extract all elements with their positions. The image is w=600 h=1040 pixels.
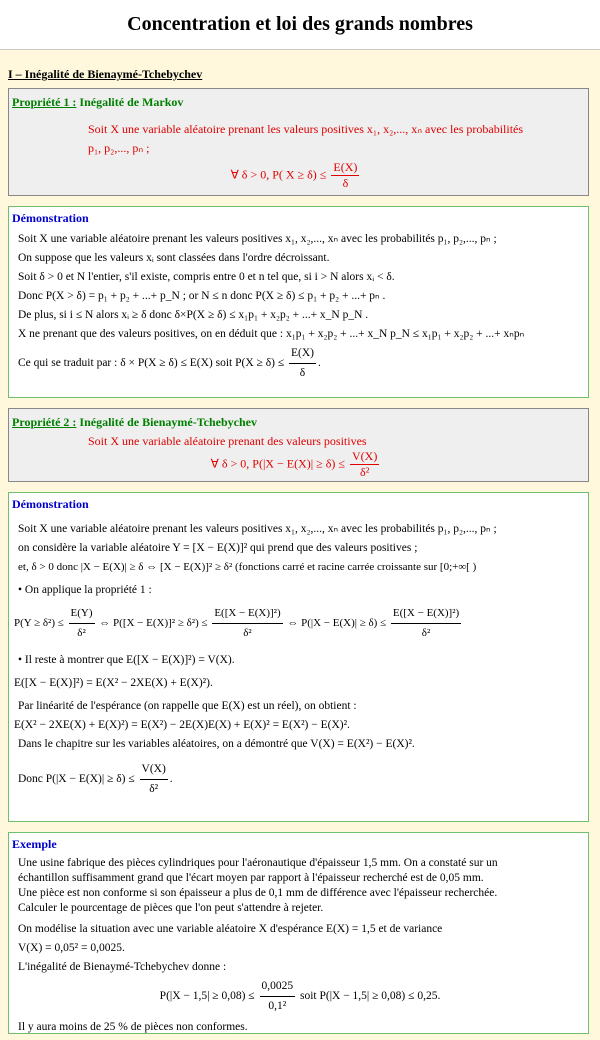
demo2-line: on considère la variable aléatoire Y = [X − E(X)]² qui prend que des valeurs positives ; (18, 542, 418, 554)
example-formula-right: soit P(|X − 1,5| ≥ 0,08) ≤ 0,25. (300, 990, 441, 1003)
fraction-denominator: 0,1² (268, 1000, 287, 1012)
fraction (140, 760, 168, 799)
demonstration-1-label: Démonstration (12, 211, 89, 225)
fraction-denominator: δ² (149, 783, 159, 795)
demo1-line: On suppose que les valeurs xᵢ sont classées dans l'ordre décroissant. (18, 252, 330, 264)
property-2-heading (12, 415, 580, 430)
fraction (350, 449, 379, 480)
fraction (212, 604, 282, 643)
property-1-text-2: p₁, p₂,..., pₙ ; (88, 141, 150, 155)
fraction-denominator: δ (342, 176, 349, 190)
example-box (8, 832, 589, 1034)
fraction-denominator: δ (299, 367, 306, 379)
fraction (260, 977, 296, 1016)
fraction (331, 160, 359, 191)
demo2-line-text: P(Y ≥ δ²) ≤ (14, 617, 64, 630)
example-line: V(X) = 0,05² = 0,0025. (18, 942, 125, 954)
property-2-box (8, 408, 589, 482)
demo2-line-text: ⇔ P(|X − E(X)| ≥ δ) ≤ (287, 617, 387, 630)
demo1-line: Donc P(X > δ) = p₁ + p₂ + ...+ p_N ; or N ≤ n donc P(X ≥ δ) ≤ p₁ + p₂ + ...+ pₙ . (18, 290, 386, 302)
demo2-line: • Il reste à montrer que E([X − E(X)]²) = V(X). (18, 654, 235, 666)
property-1-text: Soit X une variable aléatoire prenant les valeurs positives x₁, x₂,..., xₙ avec les probabilités (88, 122, 524, 136)
fraction-numerator: E(X) (289, 344, 316, 364)
example-formula (18, 977, 582, 1016)
fraction-numerator: E(X) (333, 160, 358, 174)
property-2-label: Propriété 2 : (12, 415, 77, 429)
fraction-denominator: δ² (243, 627, 252, 639)
demo1-line (18, 344, 582, 383)
demonstration-2-label: Démonstration (12, 497, 89, 511)
demo2-line-end: . (169, 773, 173, 786)
property-1-heading (12, 95, 580, 110)
fraction-numerator: E([X − E(X)]²) (391, 604, 461, 624)
property-2-text: Soit X une variable aléatoire prenant des valeurs positives (88, 434, 367, 448)
example-line: échantillon suffisamment grand que l'écart moyen par rapport à l'épaisseur recherché est de 0,05 mm. (18, 872, 484, 884)
demonstration-1-box (8, 206, 589, 398)
property-1-name: Inégalité de Markov (79, 95, 184, 109)
page-title: Concentration et loi des grands nombres (127, 13, 473, 35)
demo1-line: X ne prenant que des valeurs positives, on en déduit que : x₁p₁ + x₂p₂ + ...+ x_N p_N ≤ x₁p₁ + x₂p₂ + ...+ xₙpₙ (18, 328, 525, 340)
property-1-label: Propriété 1 : (12, 95, 77, 109)
demonstration-2-box (8, 492, 589, 822)
fraction-numerator: E([X − E(X)]²) (212, 604, 282, 624)
demo2-line-text: Donc P(|X − E(X)| ≥ δ) ≤ (18, 773, 135, 786)
demo1-line-end: . (318, 357, 321, 370)
demo2-line: Dans le chapitre sur les variables aléatoires, on a démontré que V(X) = E(X²) − E(X)². (18, 738, 415, 750)
fraction-numerator: V(X) (352, 449, 378, 463)
demo1-line: Soit δ > 0 et N l'entier, s'il existe, compris entre 0 et n tel que, si i > N alors xᵢ < δ. (18, 271, 395, 283)
fraction (289, 344, 316, 383)
fraction-numerator: E(Y) (69, 604, 95, 624)
demo2-line: • On applique la propriété 1 : (18, 584, 152, 596)
demo2-line: Par linéarité de l'espérance (on rappelle que E(X) est un réel), on obtient : (18, 700, 357, 712)
demo2-line: E(X² − 2XE(X) + E(X)²) = E(X²) − 2E(X)E(X) + E(X)² = E(X²) − E(X)². (14, 719, 350, 731)
property-2-formula (12, 449, 580, 480)
example-line: Une usine fabrique des pièces cylindriques pour l'aéronautique d'épaisseur 1,5 mm. On a constaté sur un (18, 857, 498, 869)
property-1-box (8, 88, 589, 196)
fraction (391, 604, 461, 643)
fraction-numerator: V(X) (140, 760, 168, 780)
demo1-line-text: Ce qui se traduit par : δ × P(X ≥ δ) ≤ E(X) soit P(X ≥ δ) ≤ (18, 357, 285, 370)
demo1-line: De plus, si i ≤ N alors xᵢ ≥ δ donc δ×P(X ≥ δ) ≤ x₁p₁ + x₂p₂ + ...+ x_N p_N . (18, 309, 369, 321)
example-line: Calculer le pourcentage de pièces que l'on peut s'attendre à rejeter. (18, 902, 324, 914)
demo2-line: et, δ > 0 donc |X − E(X)| ≥ δ ⇔ [X − E(X)]² ≥ δ² (fonctions carré et racine carrée croissante sur [0;+∞[ ) (18, 561, 477, 573)
example-line: L'inégalité de Bienaymé-Tchebychev donne : (18, 961, 227, 973)
formula-left: ∀ δ > 0, P( X ≥ δ) ≤ (230, 167, 327, 182)
property-1-formula (12, 160, 580, 191)
demo2-equivalence-line (14, 604, 582, 643)
demo1-line: Soit X une variable aléatoire prenant les valeurs positives x₁, x₂,..., xₙ avec les probabilités p₁, p₂,..., pₙ ; (18, 233, 497, 245)
fraction-denominator: δ² (421, 627, 431, 639)
demo2-line: Soit X une variable aléatoire prenant les valeurs positives x₁, x₂,..., xₙ avec les probabilités p₁, p₂,..., pₙ ; (18, 523, 497, 535)
demo2-line: E([X − E(X)]²) = E(X² − 2XE(X) + E(X)²). (14, 677, 213, 689)
fraction-denominator: δ² (360, 465, 370, 479)
example-line: Il y aura moins de 25 % de pièces non conformes. (18, 1021, 248, 1033)
fraction-denominator: δ² (77, 627, 86, 639)
example-line: On modélise la situation avec une variable aléatoire X d'espérance E(X) = 1,5 et de variance (18, 923, 443, 935)
example-line: Une pièce est non conforme si son épaisseur a plus de 0,1 mm de différence avec l'épaisseur recherchée. (18, 887, 498, 899)
fraction (69, 604, 95, 643)
fraction-numerator: 0,0025 (260, 977, 296, 997)
demo2-line (18, 760, 582, 799)
title-bar (0, 0, 600, 50)
formula-left: ∀ δ > 0, P(|X − E(X)| ≥ δ) ≤ (210, 456, 346, 471)
section-title: I – Inégalité de Bienaymé-Tchebychev (8, 67, 203, 81)
demo2-line-text: ⇔ P([X − E(X)]² ≥ δ²) ≤ (99, 617, 208, 630)
content (0, 67, 600, 1034)
property-2-name: Inégalité de Bienaymé-Tchebychev (79, 415, 257, 429)
example-label: Exemple (12, 837, 57, 851)
example-formula-left: P(|X − 1,5| ≥ 0,08) ≤ (159, 990, 255, 1003)
